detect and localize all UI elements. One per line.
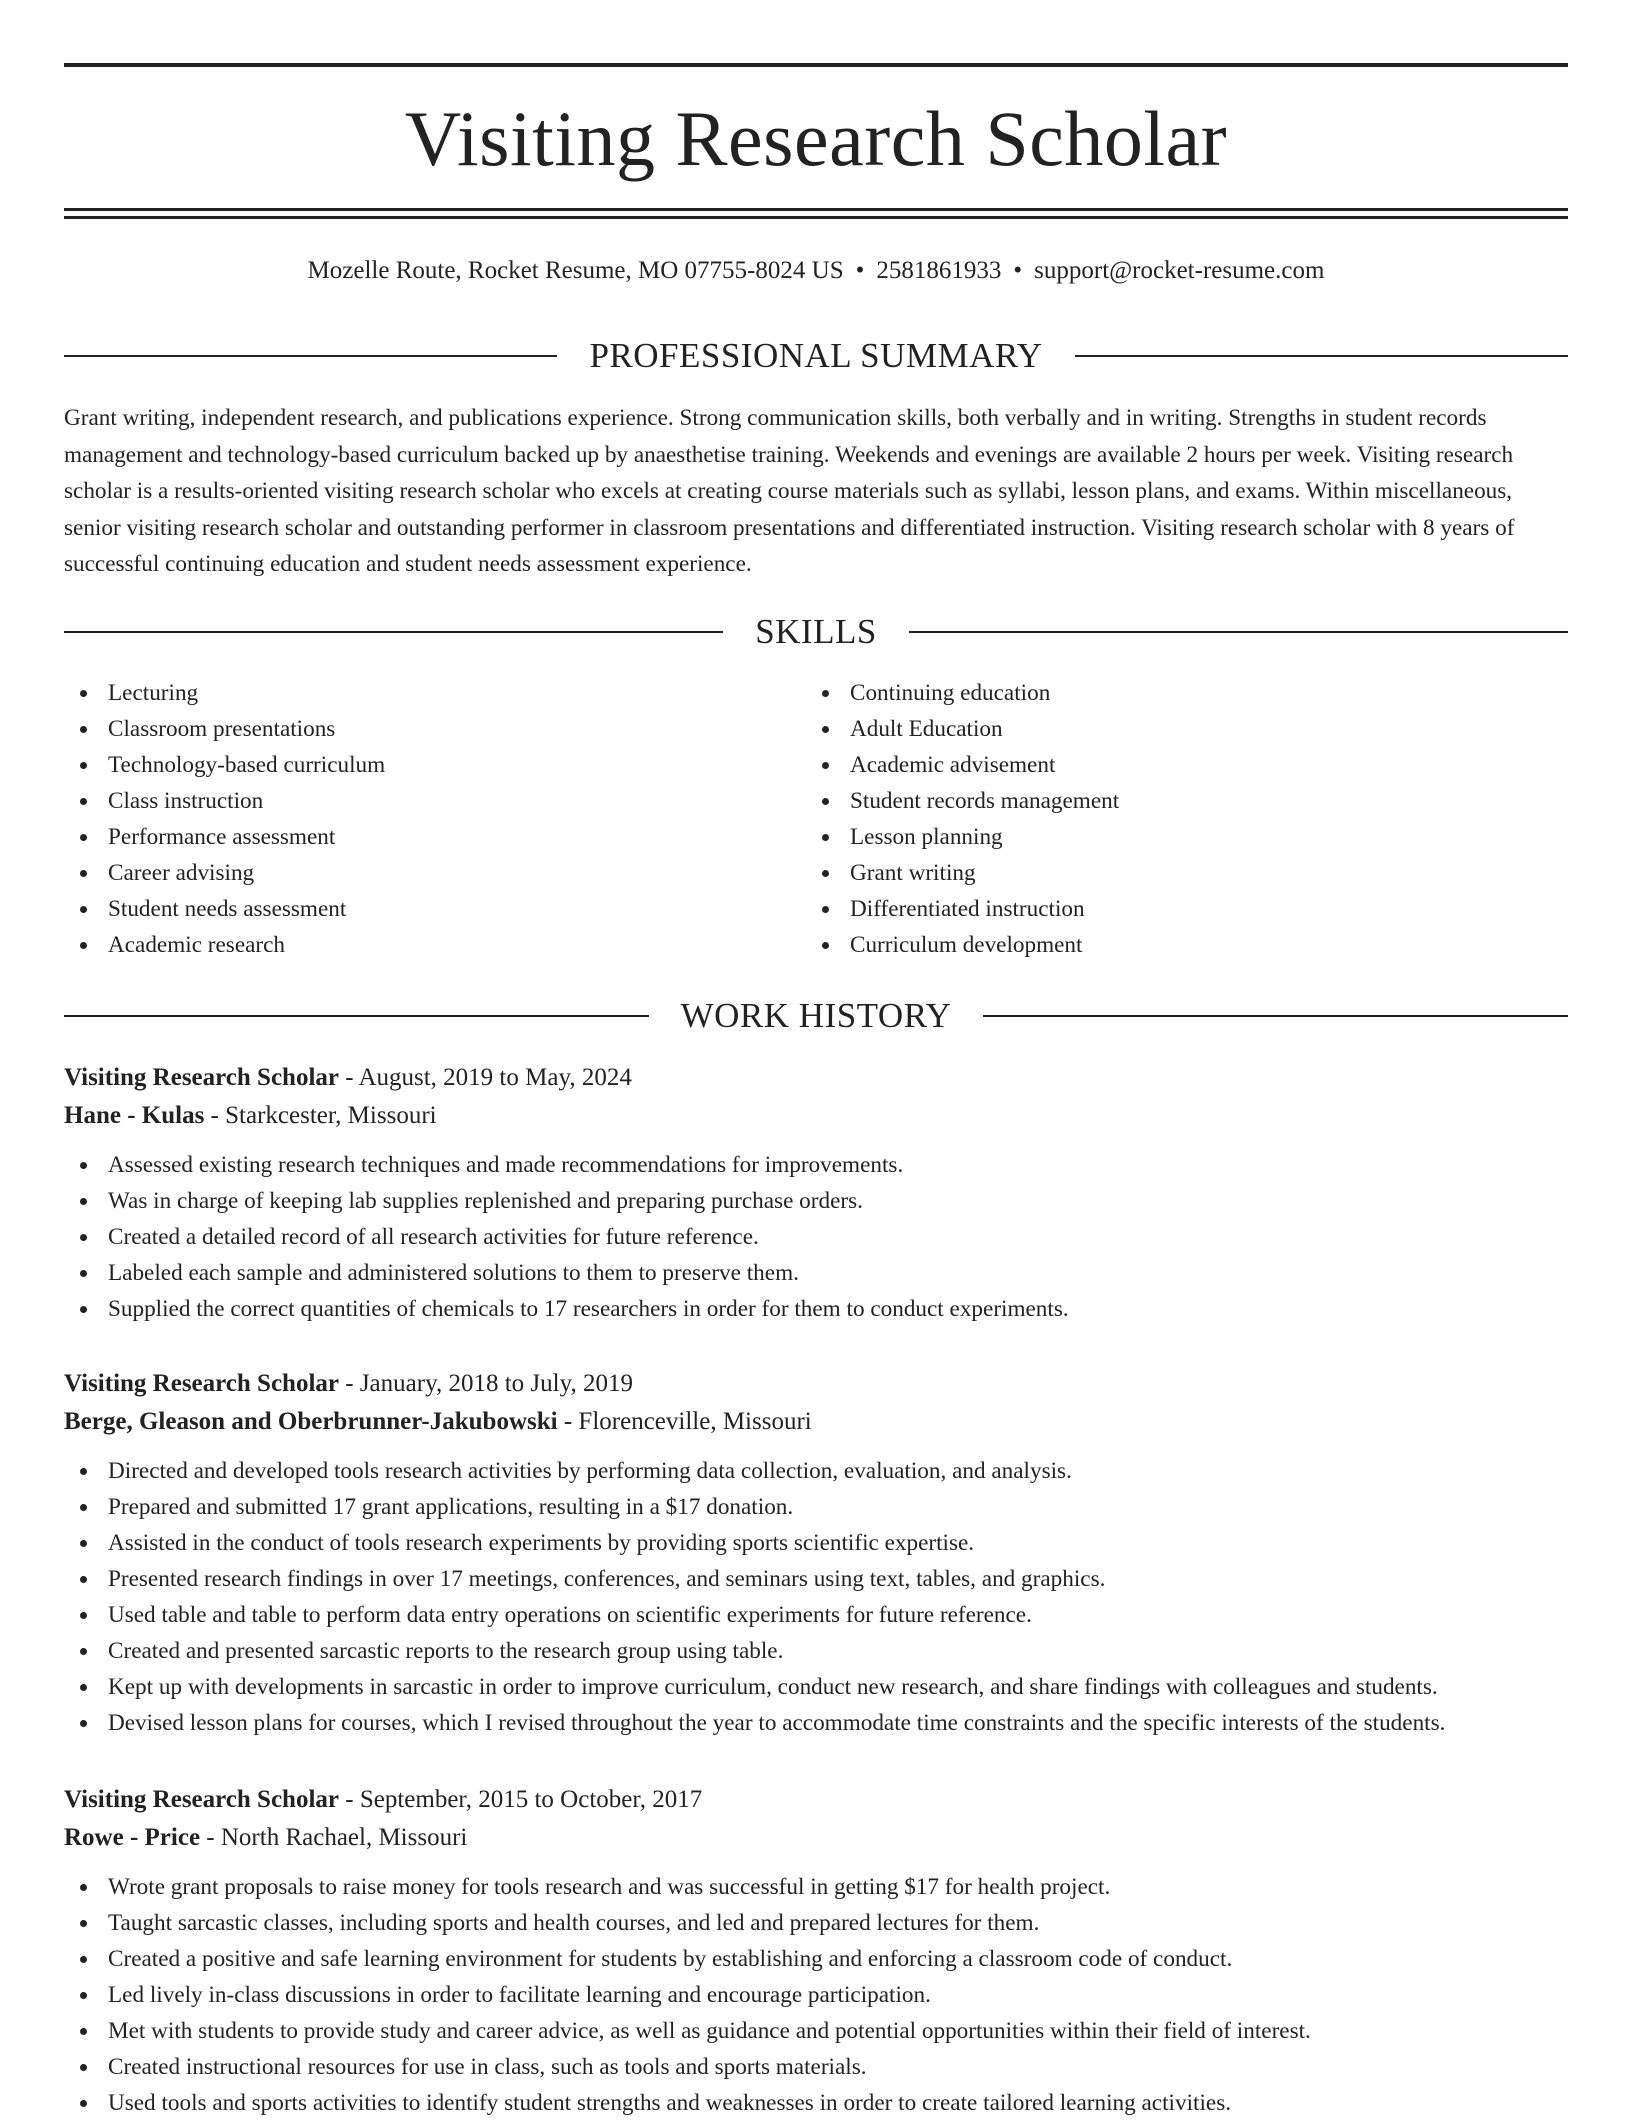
duty-item: Created and presented sarcastic reports to the research group using table.	[64, 1633, 1568, 1669]
job-duties	[64, 1869, 1568, 2121]
skill-item: Career advising	[64, 855, 806, 891]
contact-email: support@rocket-resume.com	[1034, 257, 1325, 284]
job-entry	[64, 1365, 1568, 1741]
skills-heading	[64, 612, 1568, 652]
duty-item: Supplied the correct quantities of chemicals to 17 researchers in order for them to conduct experiments.	[64, 1291, 1568, 1327]
skill-item: Technology-based curriculum	[64, 747, 806, 783]
resume-name: Visiting Research Scholar	[404, 95, 1228, 182]
contact-line	[64, 254, 1568, 288]
job-company: Rowe - Price	[64, 1824, 201, 1851]
skill-item: Continuing education	[806, 675, 1548, 711]
duty-item: Created a detailed record of all research activities for future reference.	[64, 1219, 1568, 1255]
skills-list-right	[806, 675, 1548, 963]
header-double-rule-upper	[64, 208, 1568, 211]
job-company: Hane - Kulas	[64, 1102, 205, 1129]
job-dates: - September, 2015 to October, 2017	[339, 1786, 703, 1813]
job-entry	[64, 1059, 1568, 1327]
contact-phone: 2581861933	[876, 257, 1002, 284]
heading-rule-left	[64, 1015, 649, 1017]
skill-item: Performance assessment	[64, 819, 806, 855]
job-duties	[64, 1453, 1568, 1741]
job-company-line	[64, 1819, 1568, 1857]
heading-rule-right	[909, 631, 1568, 633]
duty-item: Taught sarcastic classes, including sports and health courses, and led and prepared lectures for them.	[64, 1905, 1568, 1941]
heading-rule-left	[64, 631, 723, 633]
duty-item: Created instructional resources for use in class, such as tools and sports materials.	[64, 2049, 1568, 2085]
job-duties	[64, 1147, 1568, 1327]
duty-item: Used tools and sports activities to identify student strengths and weaknesses in order to create tailored learning activities.	[64, 2085, 1568, 2121]
duty-item: Assisted in the conduct of tools research experiments by providing sports scientific expertise.	[64, 1525, 1568, 1561]
skill-item: Lesson planning	[806, 819, 1548, 855]
skill-item: Academic research	[64, 927, 806, 963]
job-company: Berge, Gleason and Oberbrunner-Jakubowski	[64, 1408, 558, 1435]
skill-item: Student records management	[806, 783, 1548, 819]
skill-item: Academic advisement	[806, 747, 1548, 783]
skills-list-left	[64, 675, 806, 963]
skill-item: Class instruction	[64, 783, 806, 819]
heading-rule-right	[1075, 355, 1568, 357]
job-location: - Florenceville, Missouri	[557, 1408, 812, 1435]
job-dates: - August, 2019 to May, 2024	[339, 1064, 632, 1091]
duty-item: Used table and table to perform data entry operations on scientific experiments for future reference.	[64, 1597, 1568, 1633]
skill-item: Adult Education	[806, 711, 1548, 747]
job-title-line	[64, 1059, 1568, 1097]
skill-item: Differentiated instruction	[806, 891, 1548, 927]
contact-separator: •	[855, 257, 865, 284]
duty-item: Devised lesson plans for courses, which I revised throughout the year to accommodate time constraints and the specific interests of the students.	[64, 1705, 1568, 1741]
contact-address: Mozelle Route, Rocket Resume, MO 07755-8024 US	[307, 257, 844, 284]
job-location: - Starkcester, Missouri	[204, 1102, 437, 1129]
summary-text: Grant writing, independent research, and publications experience. Strong communication skills, both verbally and in writing. Strengths in student records management and technology-based curriculum backed up by anaesthetise training. Weekends and evenings are available 2 hours per week. Visiting research scholar is a results-oriented visiting research scholar who excels at creating course materials such as syllabi, lesson plans, and exams. Within miscellaneous, senior visiting research scholar and outstanding performer in classroom presentations and differentiated instruction. Visiting research scholar with 8 years of successful continuing education and student needs assessment experience.	[64, 405, 1515, 577]
job-title: Visiting Research Scholar	[64, 1786, 339, 1813]
duty-item: Led lively in-class discussions in order to facilitate learning and encourage participation.	[64, 1977, 1568, 2013]
heading-rule-right	[983, 1015, 1568, 1017]
duty-item: Directed and developed tools research activities by performing data collection, evaluation, and analysis.	[64, 1453, 1568, 1489]
work-heading-title: WORK HISTORY	[680, 996, 952, 1035]
job-location: - North Rachael, Missouri	[200, 1824, 468, 1851]
job-title: Visiting Research Scholar	[64, 1064, 339, 1091]
skill-item: Lecturing	[64, 675, 806, 711]
top-rule	[64, 63, 1568, 67]
duty-item: Was in charge of keeping lab supplies replenished and preparing purchase orders.	[64, 1183, 1568, 1219]
duty-item: Wrote grant proposals to raise money for tools research and was successful in getting $17 for health project.	[64, 1869, 1568, 1905]
skill-item: Grant writing	[806, 855, 1548, 891]
contact-separator: •	[1013, 257, 1023, 284]
skill-item: Classroom presentations	[64, 711, 806, 747]
job-title: Visiting Research Scholar	[64, 1370, 339, 1397]
duty-item: Assessed existing research techniques and made recommendations for improvements.	[64, 1147, 1568, 1183]
job-dates: - January, 2018 to July, 2019	[339, 1370, 633, 1397]
skills-columns	[64, 675, 1568, 963]
duty-item: Presented research findings in over 17 meetings, conferences, and seminars using text, tables, and graphics.	[64, 1561, 1568, 1597]
header-double-rule-lower	[64, 216, 1568, 219]
work-heading	[64, 996, 1568, 1036]
job-title-line	[64, 1365, 1568, 1403]
job-company-line	[64, 1097, 1568, 1135]
skill-item: Curriculum development	[806, 927, 1548, 963]
duty-item: Created a positive and safe learning environment for students by establishing and enforcing a classroom code of conduct.	[64, 1941, 1568, 1977]
job-entry	[64, 1781, 1568, 2121]
heading-rule-left	[64, 355, 557, 357]
skills-heading-title: SKILLS	[755, 612, 877, 651]
duty-item: Prepared and submitted 17 grant applications, resulting in a $17 donation.	[64, 1489, 1568, 1525]
duty-item: Kept up with developments in sarcastic in order to improve curriculum, conduct new research, and share findings with colleagues and students.	[64, 1669, 1568, 1705]
summary-heading	[64, 336, 1568, 376]
duty-item: Met with students to provide study and career advice, as well as guidance and potential opportunities within their field of interest.	[64, 2013, 1568, 2049]
job-company-line	[64, 1403, 1568, 1441]
duty-item: Labeled each sample and administered solutions to them to preserve them.	[64, 1255, 1568, 1291]
job-title-line	[64, 1781, 1568, 1819]
skill-item: Student needs assessment	[64, 891, 806, 927]
summary-heading-title: PROFESSIONAL SUMMARY	[589, 336, 1043, 375]
